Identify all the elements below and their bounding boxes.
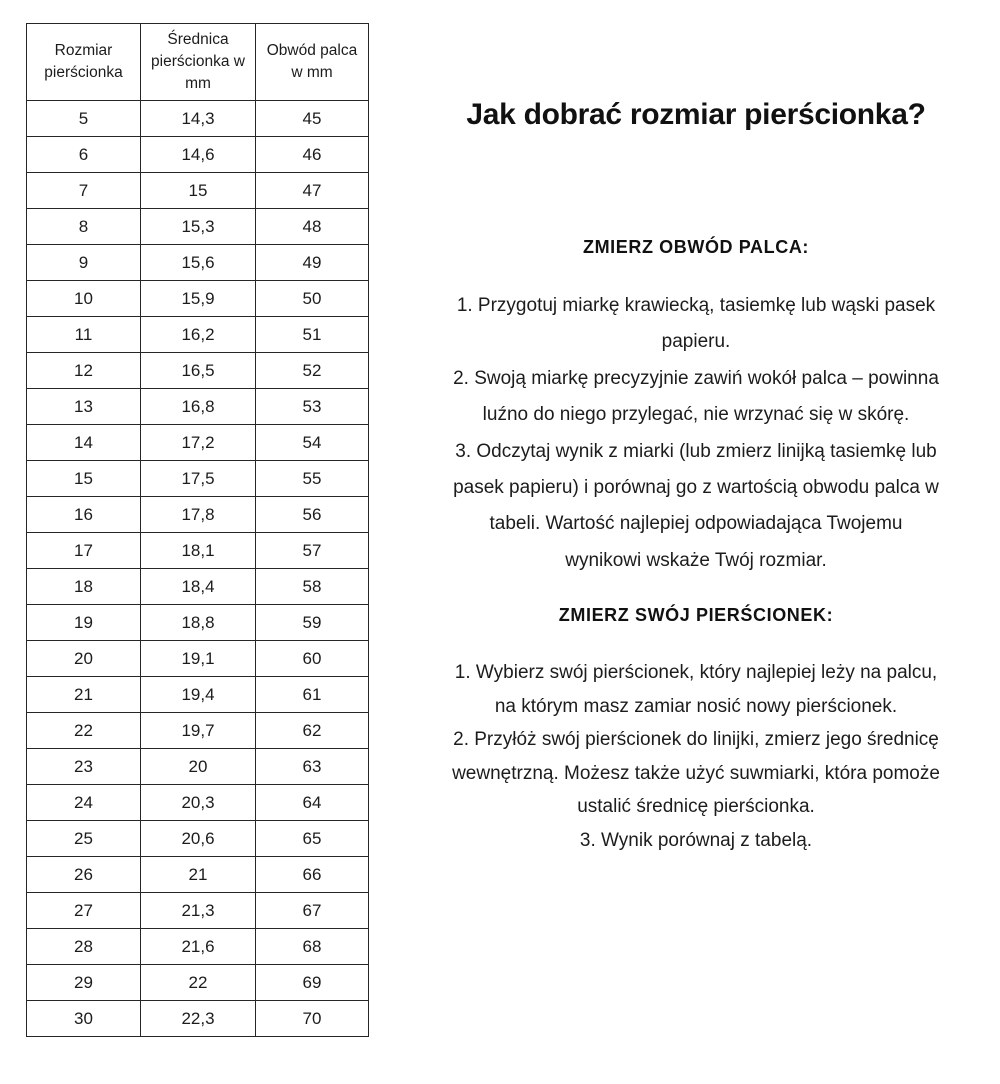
- section-heading-measure-finger: ZMIERZ OBWÓD PALCA:: [582, 237, 810, 257]
- table-row: [27, 929, 369, 965]
- instructions-panel: [400, 95, 992, 857]
- table-cell: 60: [256, 641, 369, 677]
- table-cell: 18,1: [141, 533, 256, 569]
- table-header: [27, 24, 369, 101]
- page-title: Jak dobrać rozmiar pierścionka?: [466, 98, 926, 131]
- section-heading-measure-ring: ZMIERZ SWÓJ PIERŚCIONEK:: [558, 605, 834, 626]
- table-cell: 18,4: [141, 569, 256, 605]
- table-row: [27, 461, 369, 497]
- table-row: [27, 677, 369, 713]
- table-cell: 19,1: [141, 641, 256, 677]
- table-cell: 17,2: [141, 425, 256, 461]
- section-measure-finger: [400, 235, 992, 579]
- steps-list-measure-finger: [451, 288, 941, 579]
- table-cell: 9: [27, 245, 141, 281]
- step-item: 2. Przyłóż swój pierścionek do linijki, zmierz jego średnicę wewnętrzną. Możesz także użyć suwmiarki, która pomoże ustalić średnicę pierścionka.: [452, 729, 940, 818]
- table-cell: 8: [27, 209, 141, 245]
- steps-list-measure-ring: [451, 656, 941, 857]
- table-row: [27, 533, 369, 569]
- table-cell: 17,5: [141, 461, 256, 497]
- table-row: [27, 101, 369, 137]
- table-row: [27, 785, 369, 821]
- table-cell: 57: [256, 533, 369, 569]
- table-row: [27, 137, 369, 173]
- table-cell: 17,8: [141, 497, 256, 533]
- table-cell: 50: [256, 281, 369, 317]
- step-item: 3. Odczytaj wynik z miarki (lub zmierz linijką tasiemkę lub pasek papieru) i porównaj go z wartością obwodu palca w tabeli. Wartość najlepiej odpowiadająca Twojemu wynikowi wskaże Twój rozmiar.: [453, 440, 939, 571]
- table-cell: 65: [256, 821, 369, 857]
- table-row: [27, 209, 369, 245]
- table-cell: 22,3: [141, 1001, 256, 1037]
- table-cell: 18: [27, 569, 141, 605]
- table-cell: 11: [27, 317, 141, 353]
- table-cell: 30: [27, 1001, 141, 1037]
- table-cell: 68: [256, 929, 369, 965]
- table-cell: 26: [27, 857, 141, 893]
- table-cell: 5: [27, 101, 141, 137]
- table-cell: 12: [27, 353, 141, 389]
- table-cell: 23: [27, 749, 141, 785]
- table-cell: 66: [256, 857, 369, 893]
- table-row: [27, 173, 369, 209]
- table-cell: 49: [256, 245, 369, 281]
- table-cell: 28: [27, 929, 141, 965]
- table-cell: 6: [27, 137, 141, 173]
- table-row: [27, 857, 369, 893]
- table-cell: 61: [256, 677, 369, 713]
- table-cell: 24: [27, 785, 141, 821]
- table-row: [27, 821, 369, 857]
- table-cell: 20: [141, 749, 256, 785]
- table-cell: 15,9: [141, 281, 256, 317]
- table-cell: 20,3: [141, 785, 256, 821]
- table-cell: 10: [27, 281, 141, 317]
- table-row: [27, 497, 369, 533]
- table-row: [27, 425, 369, 461]
- table-row: [27, 893, 369, 929]
- table-row: [27, 389, 369, 425]
- column-header-finger-circumference: Obwód palca w mm: [256, 24, 369, 101]
- table-cell: 56: [256, 497, 369, 533]
- table-cell: 25: [27, 821, 141, 857]
- table-cell: 64: [256, 785, 369, 821]
- table-cell: 15: [141, 173, 256, 209]
- table-cell: 58: [256, 569, 369, 605]
- table-cell: 27: [27, 893, 141, 929]
- table-row: [27, 1001, 369, 1037]
- table-cell: 14: [27, 425, 141, 461]
- table-cell: 19: [27, 605, 141, 641]
- table-cell: 18,8: [141, 605, 256, 641]
- table-cell: 47: [256, 173, 369, 209]
- table-row: [27, 641, 369, 677]
- table-row: [27, 749, 369, 785]
- column-header-ring-diameter: Średnica pierścionka w mm: [141, 24, 256, 101]
- step-item: 1. Wybierz swój pierścionek, który najlepiej leży na palcu, na którym masz zamiar nosić nowy pierścionek.: [454, 662, 938, 717]
- table-row: [27, 317, 369, 353]
- table-cell: 17: [27, 533, 141, 569]
- table-cell: 14,3: [141, 101, 256, 137]
- section-measure-ring: [400, 603, 992, 857]
- table-cell: 46: [256, 137, 369, 173]
- table-cell: 15: [27, 461, 141, 497]
- table-row: [27, 713, 369, 749]
- column-header-ring-size: Rozmiar pierścionka: [27, 24, 141, 101]
- table-row: [27, 353, 369, 389]
- table-row: [27, 281, 369, 317]
- table-cell: 62: [256, 713, 369, 749]
- table-cell: 54: [256, 425, 369, 461]
- table-cell: 69: [256, 965, 369, 1001]
- step-item: 3. Wynik porównaj z tabelą.: [579, 829, 813, 851]
- table-cell: 15,6: [141, 245, 256, 281]
- table-cell: 70: [256, 1001, 369, 1037]
- table-cell: 52: [256, 353, 369, 389]
- table-cell: 59: [256, 605, 369, 641]
- table-cell: 51: [256, 317, 369, 353]
- table-cell: 67: [256, 893, 369, 929]
- step-item: 2. Swoją miarkę precyzyjnie zawiń wokół palca – powinna luźno do niego przylegać, nie wrzynać się w skórę.: [453, 367, 939, 426]
- table-cell: 13: [27, 389, 141, 425]
- table-row: [27, 965, 369, 1001]
- table-cell: 22: [27, 713, 141, 749]
- table-row: [27, 569, 369, 605]
- table-cell: 16,8: [141, 389, 256, 425]
- table-cell: 16,5: [141, 353, 256, 389]
- size-table-body: [27, 101, 369, 1037]
- table-cell: 22: [141, 965, 256, 1001]
- table-row: [27, 605, 369, 641]
- table-cell: 45: [256, 101, 369, 137]
- table-cell: 16: [27, 497, 141, 533]
- step-item: 1. Przygotuj miarkę krawiecką, tasiemkę lub wąski pasek papieru.: [456, 295, 936, 353]
- table-cell: 21,3: [141, 893, 256, 929]
- table-cell: 19,4: [141, 677, 256, 713]
- table-cell: 15,3: [141, 209, 256, 245]
- table-cell: 29: [27, 965, 141, 1001]
- table-cell: 20,6: [141, 821, 256, 857]
- table-header-row: [27, 24, 369, 101]
- table-cell: 19,7: [141, 713, 256, 749]
- ring-size-table: [26, 23, 369, 1037]
- table-cell: 48: [256, 209, 369, 245]
- table-cell: 53: [256, 389, 369, 425]
- table-cell: 63: [256, 749, 369, 785]
- table-row: [27, 245, 369, 281]
- table-cell: 21: [27, 677, 141, 713]
- table-cell: 16,2: [141, 317, 256, 353]
- table-cell: 21: [141, 857, 256, 893]
- table-cell: 20: [27, 641, 141, 677]
- table-cell: 7: [27, 173, 141, 209]
- table-cell: 55: [256, 461, 369, 497]
- table-cell: 14,6: [141, 137, 256, 173]
- table-cell: 21,6: [141, 929, 256, 965]
